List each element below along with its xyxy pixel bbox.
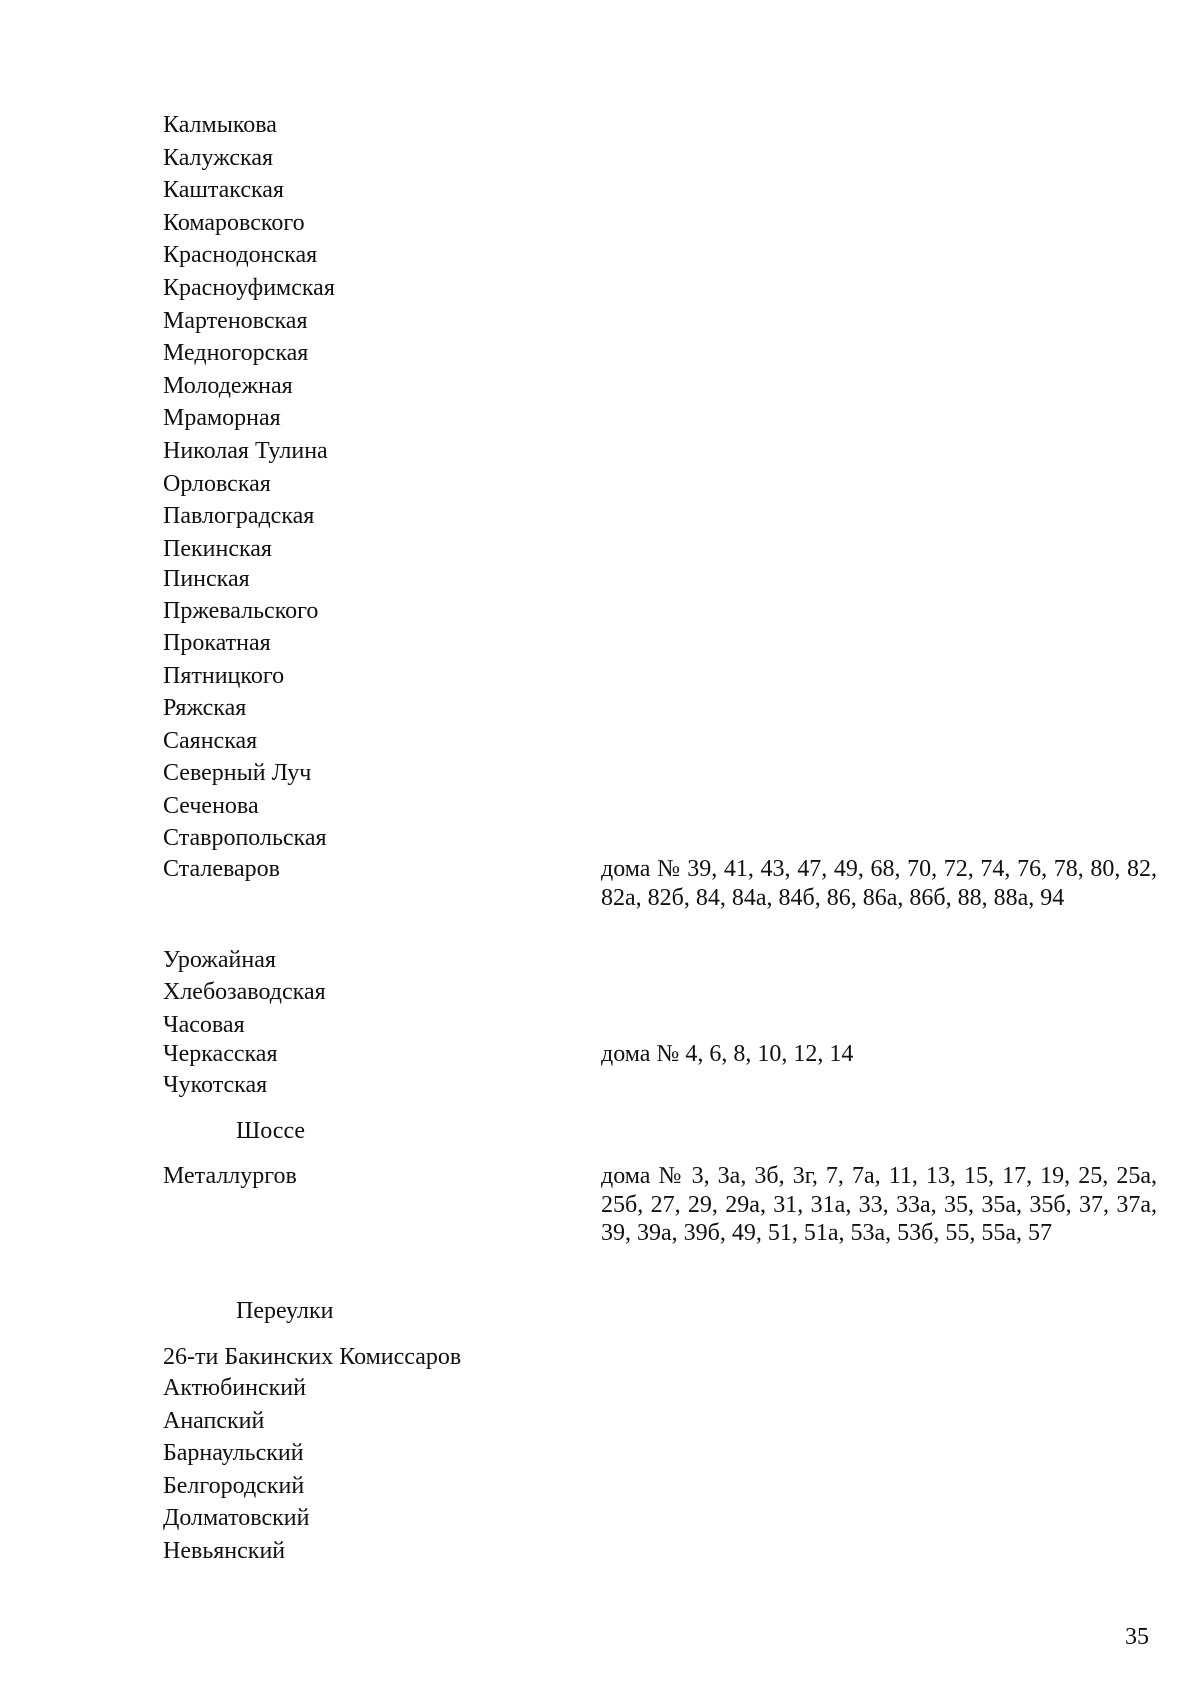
highway-name: Металлургов: [163, 1163, 297, 1189]
lane-name: Белгородский: [163, 1473, 305, 1499]
lane-name: Актюбинский: [163, 1375, 306, 1401]
street-name: Калужская: [163, 145, 274, 171]
lane-name: Долматовский: [163, 1505, 310, 1531]
street-name: Орловская: [163, 471, 271, 497]
street-name: Северный Луч: [163, 760, 312, 786]
street-name: Медногорская: [163, 340, 309, 366]
lane-name: Анапский: [163, 1408, 265, 1434]
section-heading-lanes: Переулки: [236, 1298, 334, 1324]
street-name: Комаровского: [163, 210, 305, 236]
street-name: Хлебозаводская: [163, 979, 326, 1005]
street-name: Пинская: [163, 566, 250, 592]
street-name: Каштакская: [163, 177, 284, 203]
street-name: Пржевальского: [163, 598, 319, 624]
street-name: Пекинская: [163, 536, 272, 562]
house-numbers-highway: дома № 3, 3а, 3б, 3г, 7, 7а, 11, 13, 15, 17, 19, 25, 25а, 25б, 27, 29, 29а, 31, 31а, 33, 33а, 35, 35а, 35б, 37, 37а, 39, 39а, 39б, 49, 51, 51а, 53а, 53б, 55, 55а, 57: [601, 1163, 1157, 1246]
street-name: Молодежная: [163, 373, 293, 399]
street-name: Мартеновская: [163, 308, 308, 334]
street-name: Прокатная: [163, 630, 271, 656]
street-name: Сеченова: [163, 793, 259, 819]
street-name: Калмыкова: [163, 112, 277, 138]
street-name: Николая Тулина: [163, 438, 328, 464]
street-name: Сталеваров: [163, 856, 280, 882]
street-name: Павлоградская: [163, 503, 315, 529]
street-name: Ставропольская: [163, 825, 327, 851]
street-name: Пятницкого: [163, 663, 285, 689]
street-name: Урожайная: [163, 947, 276, 973]
street-name: Красноуфимская: [163, 275, 335, 301]
lane-name: Невьянский: [163, 1538, 286, 1564]
street-name: Часовая: [163, 1012, 245, 1038]
page-number: 35: [1125, 1624, 1149, 1650]
street-name: Краснодонская: [163, 242, 318, 268]
street-name: Саянская: [163, 728, 258, 754]
lane-name: Барнаульский: [163, 1440, 304, 1466]
lane-name: 26-ти Бакинских Комиссаров: [163, 1344, 462, 1370]
house-numbers-cherkasskaya: дома № 4, 6, 8, 10, 12, 14: [601, 1041, 854, 1067]
house-numbers-stalevarov: дома № 39, 41, 43, 47, 49, 68, 70, 72, 74, 76, 78, 80, 82, 82а, 82б, 84, 84а, 84б, 86, 86а, 86б, 88, 88а, 94: [601, 856, 1157, 911]
street-name: Чукотская: [163, 1072, 268, 1098]
section-heading-highway: Шоссе: [236, 1118, 306, 1144]
street-name: Ряжская: [163, 695, 247, 721]
street-name: Мраморная: [163, 405, 281, 431]
street-name: Черкасская: [163, 1041, 278, 1067]
